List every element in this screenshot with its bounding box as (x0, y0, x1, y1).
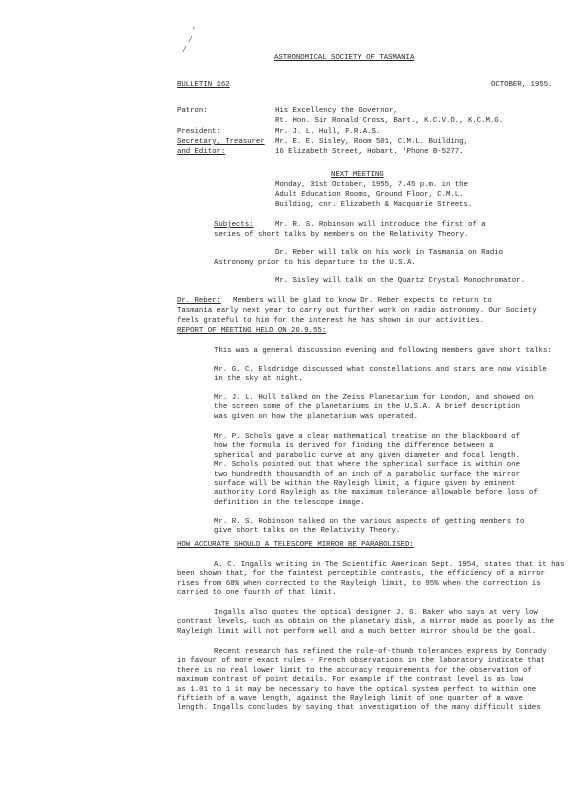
society-title: ASTRONOMICAL SOCIETY OF TASMANIA (274, 54, 415, 62)
patron-line: His Excellency the Governor, (275, 107, 398, 115)
paragraph-line: fiftieth of a wave length, against the Rayleigh limit of one quarter of a wave (177, 695, 523, 704)
accuracy-paragraph (177, 561, 564, 599)
president-label: President: (177, 128, 221, 136)
paragraph-line: was given on how the planetarium was operated. (214, 412, 419, 421)
reber-label: Dr. Reber: (177, 297, 221, 305)
secretary-address: 16 Elizabeth Street, Hobart. 'Phone B-5277. (275, 148, 464, 156)
accuracy-heading: HOW ACCURATE SHOULD A TELESCOPE MIRROR BE PARABOLISED: (177, 541, 414, 549)
subject-line: Dr. Reber will talk on his work in Tasmania on Radio (275, 249, 504, 257)
report-paragraph (214, 366, 547, 385)
report-heading: REPORT OF MEETING HELD ON 26.9.55: (177, 327, 327, 335)
patron-line: Rt. Hon. Sir Ronald Cross, Bart., K.C.V.O., K.C.M.G. (275, 117, 504, 125)
paragraph-line: in the sky at night. (214, 375, 303, 384)
paragraph-line: authority Lord Rayleigh as the maximum tolerance allowable before loss of (214, 489, 538, 498)
paragraph-line: Ingalls also quotes the optical designer J. G. Baker who says at very low (214, 609, 538, 617)
bulletin-number: BULLETIN 162 (177, 81, 230, 89)
paragraph-line: A. C. Ingalls writing in The Scientific American Sept. 1954, states that it has (214, 561, 565, 569)
paragraph-line: carried to one fourth of that limit. (177, 589, 337, 598)
patron-label: Patron: (177, 107, 208, 115)
next-meeting-line: Building, cnr. Elizabeth & Macquarie Streets. (275, 201, 473, 209)
paragraph-line: Mr. G. C. Elsdridge discussed what constellations and stars are now visible (214, 366, 547, 374)
paragraph-line: give short talks on the Relativity Theory. (214, 527, 401, 536)
reber-line: Tasmania early next year to carry out further work on radio astronomy. Our Society (177, 307, 537, 315)
paragraph-line: how the formula is derived for finding the difference between a (214, 442, 494, 451)
paragraph-line: contrast levels, such as obtain on the planetary disk, a mirror made as poorly as the (177, 618, 554, 627)
report-intro: This was a general discussion evening and following members gave short talks: (214, 347, 552, 355)
paragraph-line: Mr. J. L. Hull talked on the Zeiss Planetarium for London, and showed on (214, 394, 534, 402)
paragraph-line: been shown that, for the faintest perceptible contrasts, the efficiency of a mirror (177, 570, 546, 579)
paragraph-line: two hundredth thousandth of an inch of a parabolic surface the mirror (214, 470, 521, 479)
paragraph-line: maximum contrast of point details. For example if the contrast level is as low (177, 676, 523, 685)
accuracy-paragraph (177, 648, 547, 714)
subject-line: series of short talks by members on the Relativity Theory. (214, 231, 469, 239)
handwritten-mark: / (182, 46, 187, 55)
report-paragraph (214, 518, 524, 537)
paragraph-line: in favour of more exact rules - French observations in the laboratory indicate that (177, 657, 546, 666)
paragraph-line: Recent research has refined the rule-of-thumb tolerances express by Conrady (214, 648, 547, 656)
next-meeting-line: Adult Education Rooms, Ground Floor, C.M.L. (275, 191, 464, 199)
accuracy-paragraph (177, 609, 554, 637)
paragraph-line: there is no real lower limit to the accuracy requirements for the observation of (177, 666, 532, 675)
paragraph-line: as 1.01 to 1 it may be necessary to have the optical system perfect to within one (177, 685, 537, 694)
secretary-line: Mr. E. E. Sisley, Room 501, C.M.L. Building, (275, 138, 468, 146)
paragraph-line: length. Ingalls concludes by saying that investigation of the many difficult sides (177, 704, 541, 713)
reber-line: Members will be glad to know Dr. Reber expects to return to (233, 297, 492, 305)
subject-line: Mr. R. S. Robinson will introduce the first of a (275, 221, 486, 229)
subject-line: Mr. Sisley will talk on the Quartz Crystal Monochromator. (275, 277, 525, 285)
paragraph-line: definition in the telescope image. (214, 498, 365, 507)
editor-label: and Editor: (177, 148, 226, 156)
next-meeting-line: Monday, 31st October, 1955, 7.45 p.m. in the (275, 181, 468, 189)
paragraph-line: spherical and parabolic curve at any given diameter and focal length. (214, 451, 521, 460)
president-line: Mr. J. L. Hull, F.R.A.S. (275, 128, 381, 136)
subjects-label: Subjects: (214, 221, 254, 229)
next-meeting-heading: NEXT MEETING (331, 171, 384, 179)
report-paragraph (214, 394, 533, 422)
paragraph-line: Mr. Schols pointed out that where the spherical surface is within one (214, 461, 521, 470)
reber-line: feels grateful to him for the interest he has shown in our activities. (177, 317, 484, 325)
bulletin-date: OCTOBER, 1955. (491, 81, 553, 89)
paragraph-line: Rayleigh limit will not perform well and a much better mirror should be the goal. (177, 627, 537, 636)
secretary-label: Secretary, Treasurer (177, 138, 265, 146)
paragraph-line: rises from 68% when corrected to the Rayleigh limit, to 95% when the correction is (177, 579, 541, 588)
subject-line: Astronomy prior to his departure to the U.S.A. (214, 259, 416, 267)
handwritten-mark: / (188, 36, 193, 45)
handwritten-mark: , (192, 22, 197, 31)
paragraph-line: surface will be within the Rayleigh limit, a figure given by eminent (214, 480, 516, 489)
paragraph-line: Mr. R. S. Robinson talked on the various aspects of getting members to (214, 518, 525, 526)
paragraph-line: Mr. P. Schols gave a clear mathematical treatise on the blackboard of (214, 433, 521, 441)
paragraph-line: the screen some of the planetariums in the U.S.A. A brief description (214, 403, 521, 412)
report-paragraph (214, 433, 538, 508)
